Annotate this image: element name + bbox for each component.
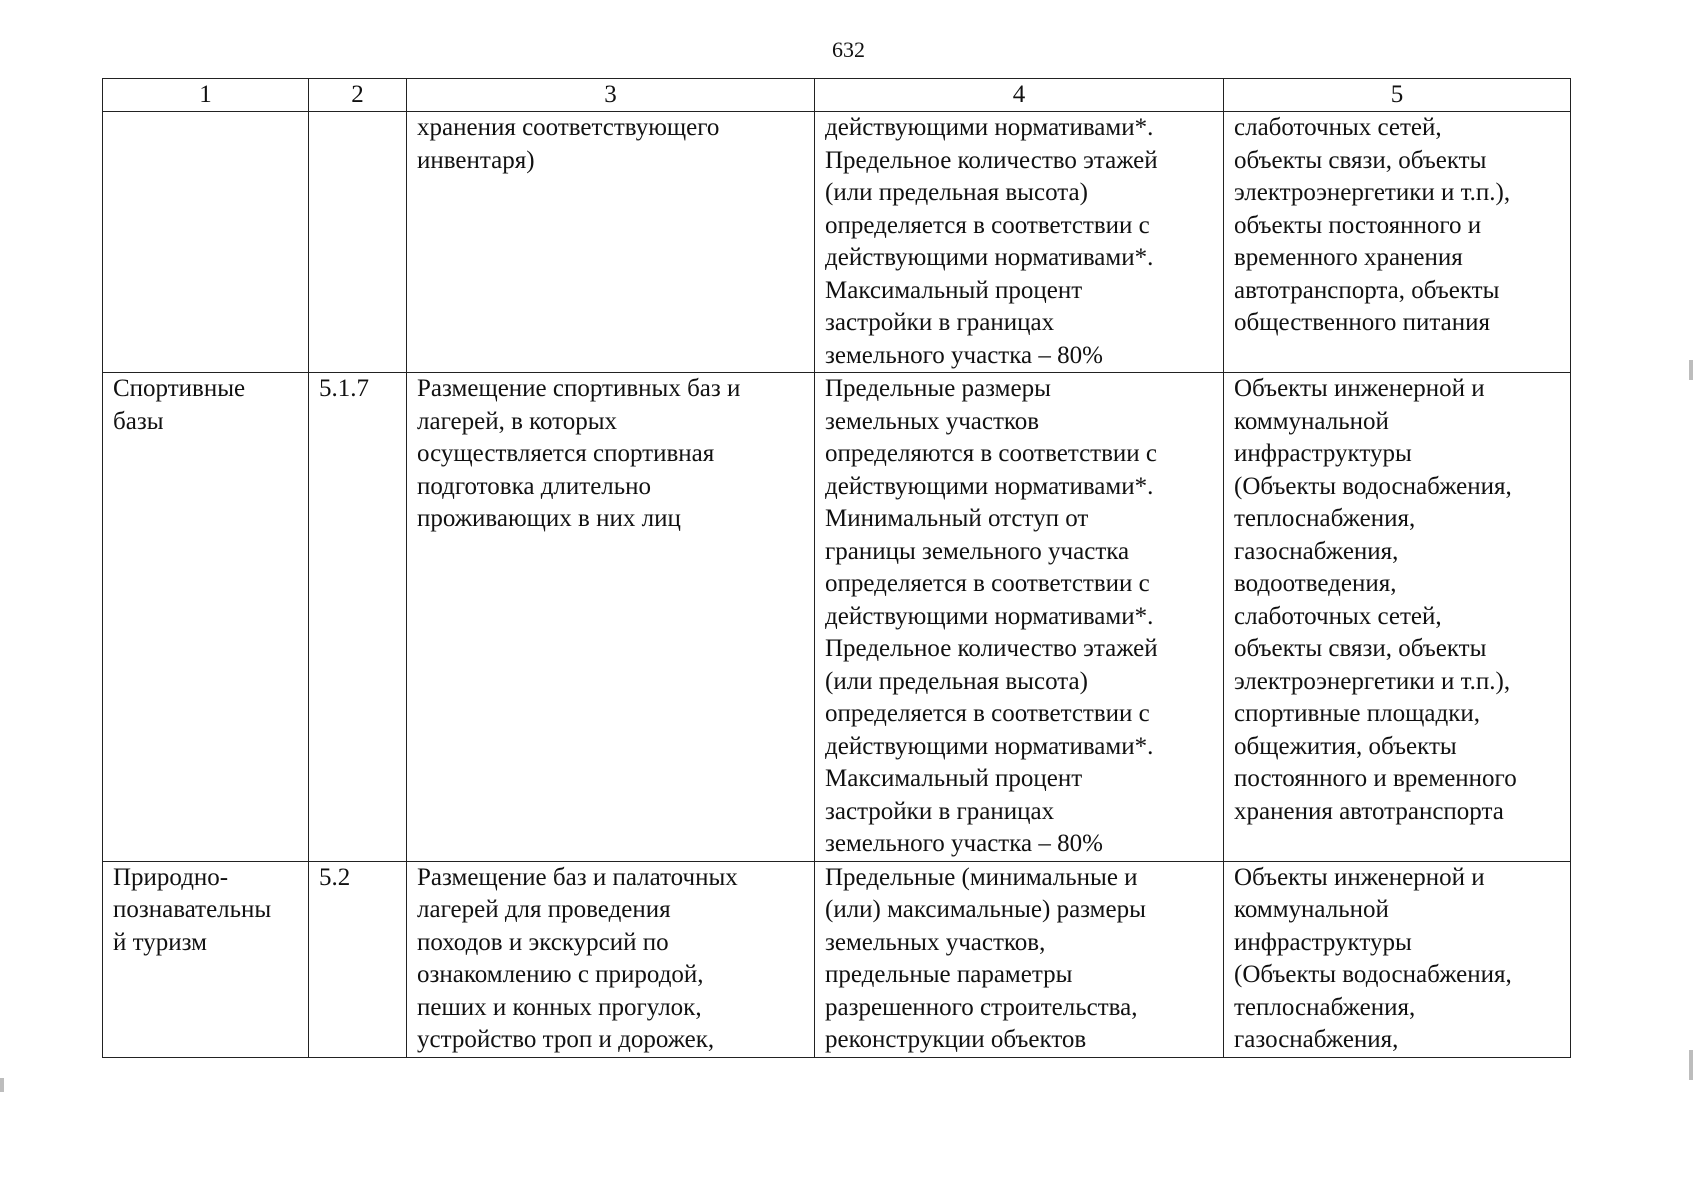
header-col-4: 4 bbox=[815, 79, 1224, 112]
cell-name: Природно- познавательны й туризм bbox=[103, 861, 309, 1057]
regulations-table bbox=[102, 78, 1571, 1058]
table-row bbox=[103, 861, 1571, 1057]
scan-edge-mark bbox=[1689, 1050, 1693, 1080]
header-col-3: 3 bbox=[407, 79, 815, 112]
cell-auxiliary: слаботочных сетей, объекты связи, объекты электроэнергетики и т.п.), объекты постоянного и временного хранения автотранспорта, объекты общественного питания bbox=[1224, 112, 1571, 373]
cell-name: Спортивные базы bbox=[103, 373, 309, 862]
cell-description: Размещение баз и палаточных лагерей для проведения походов и экскурсий по ознакомлению с природой, пеших и конных прогулок, устройство троп и дорожек, bbox=[407, 861, 815, 1057]
page-number: 632 bbox=[832, 37, 865, 62]
table-header-row bbox=[103, 79, 1571, 112]
cell-name bbox=[103, 112, 309, 373]
cell-auxiliary: Объекты инженерной и коммунальной инфраструктуры (Объекты водоснабжения, теплоснабжения, газоснабжения, водоотведения, слаботочных сетей, объекты связи, объекты электроэнергетики и т.п.), спортивные площадки, общежития, объекты постоянного и временного хранения автотранспорта bbox=[1224, 373, 1571, 862]
cell-parameters: Предельные размеры земельных участков определяются в соответствии с действующими нормативами*. Минимальный отступ от границы земельного участка определяется в соответствии с действующими нормативами*. Предельное количество этажей (или предельная высота) определяется в соответствии с действующими нормативами*. Максимальный процент застройки в границах земельного участка – 80% bbox=[815, 373, 1224, 862]
header-col-5: 5 bbox=[1224, 79, 1571, 112]
cell-code: 5.1.7 bbox=[309, 373, 407, 862]
cell-description: Размещение спортивных баз и лагерей, в которых осуществляется спортивная подготовка длительно проживающих в них лиц bbox=[407, 373, 815, 862]
table-row bbox=[103, 112, 1571, 373]
scan-edge-mark bbox=[1689, 360, 1693, 380]
cell-parameters: Предельные (минимальные и (или) максимальные) размеры земельных участков, предельные параметры разрешенного строительства, реконструкции объектов bbox=[815, 861, 1224, 1057]
cell-parameters: действующими нормативами*. Предельное количество этажей (или предельная высота) определяется в соответствии с действующими нормативами*. Максимальный процент застройки в границах земельного участка – 80% bbox=[815, 112, 1224, 373]
scan-edge-mark bbox=[0, 1078, 4, 1092]
header-col-2: 2 bbox=[309, 79, 407, 112]
cell-description: хранения соответствующего инвентаря) bbox=[407, 112, 815, 373]
cell-code bbox=[309, 112, 407, 373]
cell-auxiliary: Объекты инженерной и коммунальной инфраструктуры (Объекты водоснабжения, теплоснабжения, газоснабжения, bbox=[1224, 861, 1571, 1057]
table-row bbox=[103, 373, 1571, 862]
cell-code: 5.2 bbox=[309, 861, 407, 1057]
header-col-1: 1 bbox=[103, 79, 309, 112]
